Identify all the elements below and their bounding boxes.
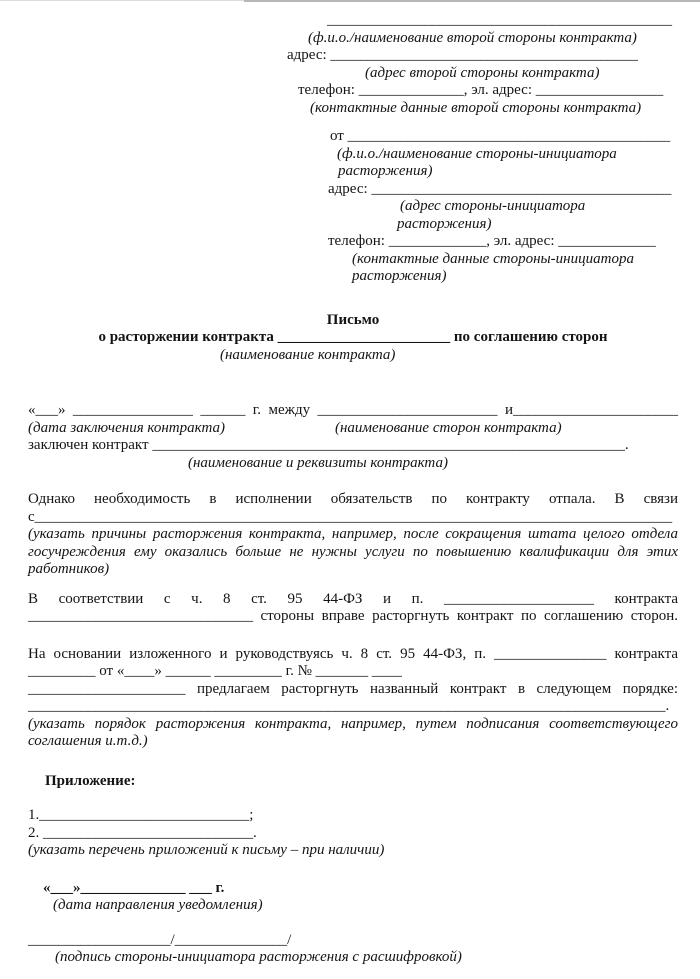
title-line-2: о расторжении контракта _______________________ по соглашению сторон	[98, 329, 608, 345]
contract-concluded-line: заключен контракт _______________________________________________________________.	[28, 437, 629, 453]
paragraph-law	[28, 591, 678, 626]
initiator-contact-caption-2: расторжения)	[352, 268, 447, 284]
initiator-fio-caption-1: (ф.и.о./наименование стороны-инициатора	[337, 145, 617, 162]
contract-date-parties-line: «___» ________________ ______ г. между ________________________ и______________________	[28, 402, 678, 418]
initiator-address-line: адрес: ________________________________________	[328, 180, 672, 197]
reason-note-3: работников)	[28, 561, 110, 577]
proposal-line-3: _____________________ предлагаем расторгнуть названный контракт в следующем порядке:	[28, 680, 678, 697]
second-party-fio-caption: (ф.и.о./наименование второй стороны контракта)	[308, 29, 637, 46]
signature-caption: (подпись стороны-инициатора расторжения с расшифровкой)	[55, 949, 462, 965]
contract-date-caption: (дата заключения контракта)	[28, 419, 225, 436]
second-party-name-blank: ______________________________________________	[327, 12, 672, 28]
proposal-line-2: _________ от «____» ______ _________ г. № _______ ____	[28, 663, 402, 679]
reason-blank-line: с_____________________________________________________________________________________	[28, 508, 673, 525]
second-party-contact-caption: (контактные данные второй стороны контракта)	[310, 99, 642, 116]
paragraph-reason	[28, 491, 678, 579]
notice-date-caption: (дата направления уведомления)	[53, 897, 263, 913]
second-party-block	[287, 12, 678, 117]
second-party-address-line: адрес: _________________________________________	[287, 47, 638, 63]
paragraph-proposal	[28, 646, 678, 751]
attachment-item-2: 2. ____________________________.	[28, 824, 257, 841]
contract-requisites-caption: (наименование и реквизиты контракта)	[188, 454, 448, 471]
proposal-line-1: На основании изложенного и руководствуясь ч. 8 ст. 95 44-ФЗ, п. _______________ контракта	[28, 645, 678, 662]
contract-captions-line	[28, 420, 678, 438]
notice-date-block	[43, 880, 678, 915]
reason-line-1: Однако необходимость в исполнении обязательств по контракту отпала. В связи	[28, 491, 678, 507]
attachment-list	[28, 807, 678, 860]
contract-parties-caption: (наименование сторон контракта)	[334, 419, 562, 436]
paragraph-contract	[28, 402, 678, 472]
proposal-note-2: соглашения и.т.д.)	[28, 733, 148, 749]
reason-note-1: (указать причины расторжения контракта, например, после сокращения штата целого отдела	[28, 526, 678, 542]
law-line-2: ______________________________ стороны вправе расторгнуть контракт по соглашению сторон.	[28, 608, 678, 624]
initiator-fio-caption-2: расторжения)	[338, 163, 433, 179]
signature-line: ___________________/_______________/	[28, 931, 292, 948]
document-title	[28, 312, 678, 365]
initiator-address-caption-1: (адрес стороны-инициатора	[400, 198, 586, 214]
initiator-phone-line: телефон: _____________, эл. адрес: _____________	[328, 233, 656, 249]
initiator-block	[287, 128, 678, 286]
attachment-heading: Приложение:	[45, 772, 136, 789]
scan-artifact-line-light	[0, 0, 244, 1]
title-contract-name-caption: (наименование контракта)	[220, 346, 396, 363]
proposal-note-1: (указать порядок расторжения контракта, например, путем подписания соответствующего	[28, 715, 678, 732]
proposal-blank-line: _____________________________________________________________________________________.	[28, 698, 670, 714]
law-line-1: В соответствии с ч. 8 ст. 95 44-ФЗ и п. ____________________ контракта	[28, 590, 678, 607]
initiator-contact-caption-1: (контактные данные стороны-инициатора	[352, 250, 634, 267]
signature-block	[28, 932, 678, 967]
initiator-from-line: от ___________________________________________	[330, 128, 671, 144]
attachment-note: (указать перечень приложений к письму – при наличии)	[28, 842, 385, 858]
second-party-phone-line: телефон: ______________, эл. адрес: _________________	[298, 82, 664, 98]
second-party-address-caption: (адрес второй стороны контракта)	[365, 64, 600, 81]
initiator-address-caption-2: расторжения)	[397, 215, 492, 232]
scan-artifact-line	[244, 0, 700, 2]
attachment-item-1: 1.____________________________;	[28, 807, 254, 823]
notice-date-line: «___»______________ ___ г.	[43, 879, 225, 896]
title-line-1: Письмо	[326, 311, 380, 328]
reason-note-2: госучреждения ему оказались больше не нужны услуги по повышению квалификации для этих	[28, 543, 678, 560]
